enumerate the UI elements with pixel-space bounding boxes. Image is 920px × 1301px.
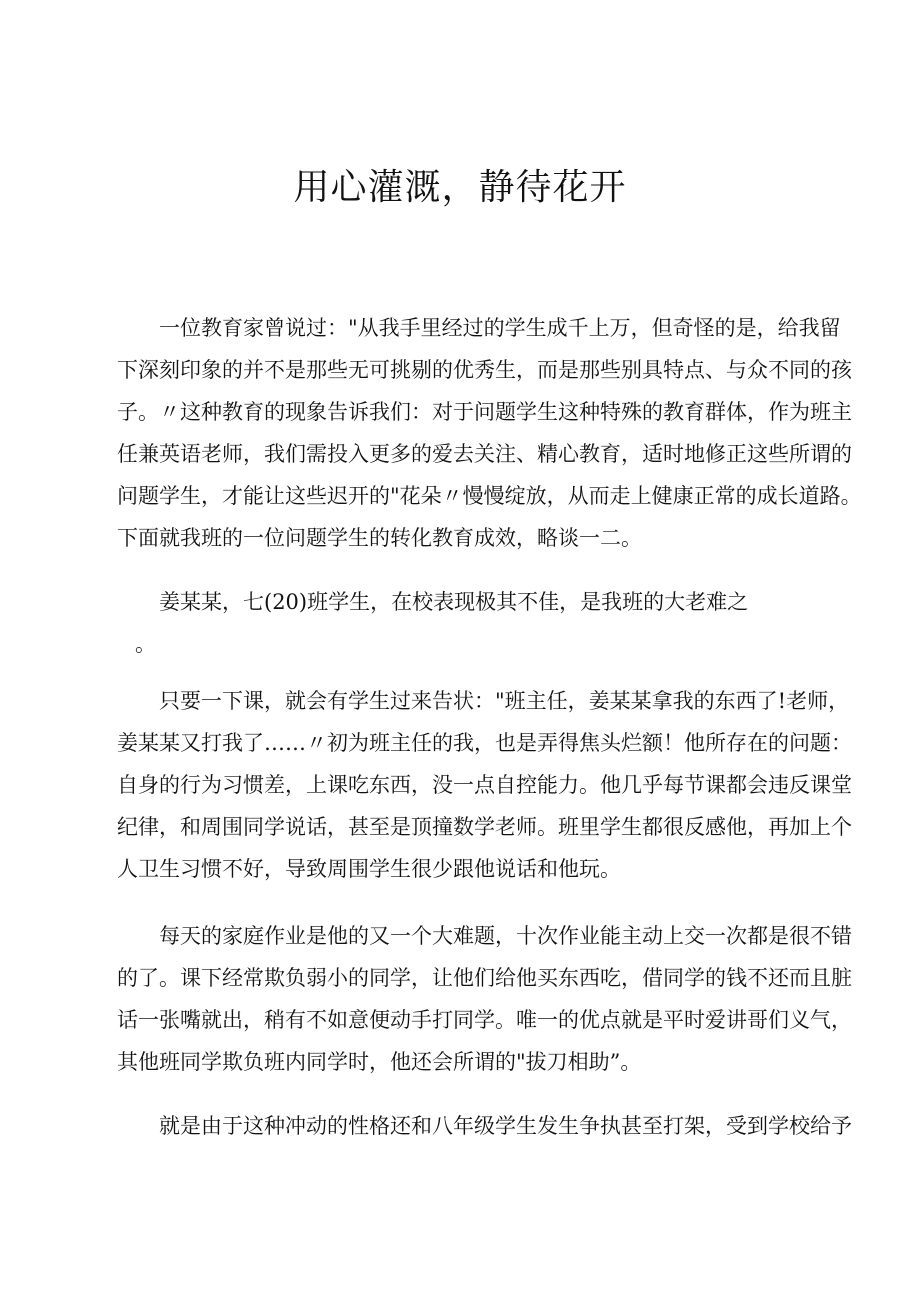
paragraph-line: 话一张嘴就出，稍有不如意便动手打同学。唯一的优点就是平时爱讲哥们义气， [117,1008,852,1032]
document-title: 用心灌溉，静待花开 [293,167,627,208]
paragraph-line: 子。〃这种教育的现象告诉我们：对于问题学生这种特殊的教育群体，作为班主 [117,400,852,424]
paragraph-line: 的了。课下经常欺负弱小的同学，让他们给他买东西吃，借同学的钱不还而且脏 [117,966,852,990]
paragraph-line: 其他班同学欺负班内同学时，他还会所谓的"拔刀相助”。 [117,1050,642,1074]
paragraph-line: 人卫生习惯不好，导致周围学生很少跟他说话和他玩。 [117,857,621,881]
paragraph-line: 任兼英语老师，我们需投入更多的爱去关注、精心教育，适时地修正这些所谓的 [117,442,852,466]
paragraph-line: 只要一下课，就会有学生过来告状："班主任，姜某某拿我的东西了!老师， [159,689,850,713]
paragraph-line: 。 [135,632,156,656]
paragraph-line: 纪律，和周围同学说话，甚至是顶撞数学老师。班里学生都很反感他，再加上个 [117,815,852,839]
paragraph-line: 一位教育家曾说过："从我手里经过的学生成千上万，但奇怪的是，给我留 [159,316,841,340]
paragraph-line: 姜某某又打我了……〃初为班主任的我，也是弄得焦头烂额！他所存在的问题： [117,731,852,755]
paragraph-line: 姜某某，七(20)班学生，在校表现极其不佳，是我班的大老难之 [159,590,749,614]
paragraph-line: 每天的家庭作业是他的又一个大难题，十次作业能主动上交一次都是很不错 [159,924,852,948]
paragraph-line: 下面就我班的一位问题学生的转化教育成效，略谈一二。 [117,526,642,550]
paragraph-line: 下深刻印象的并不是那些无可挑剔的优秀生，而是那些别具特点、与众不同的孩 [117,358,852,382]
paragraph-line: 问题学生，才能让这些迟开的"花朵〃慢慢绽放，从而走上健康正常的成长道路。 [117,484,862,508]
paragraph-line: 自身的行为习惯差，上课吃东西，没一点自控能力。他几乎每节课都会违反课堂 [117,773,852,797]
paragraph-line: 就是由于这种冲动的性格还和八年级学生发生争执甚至打架，受到学校给予 [159,1114,852,1138]
